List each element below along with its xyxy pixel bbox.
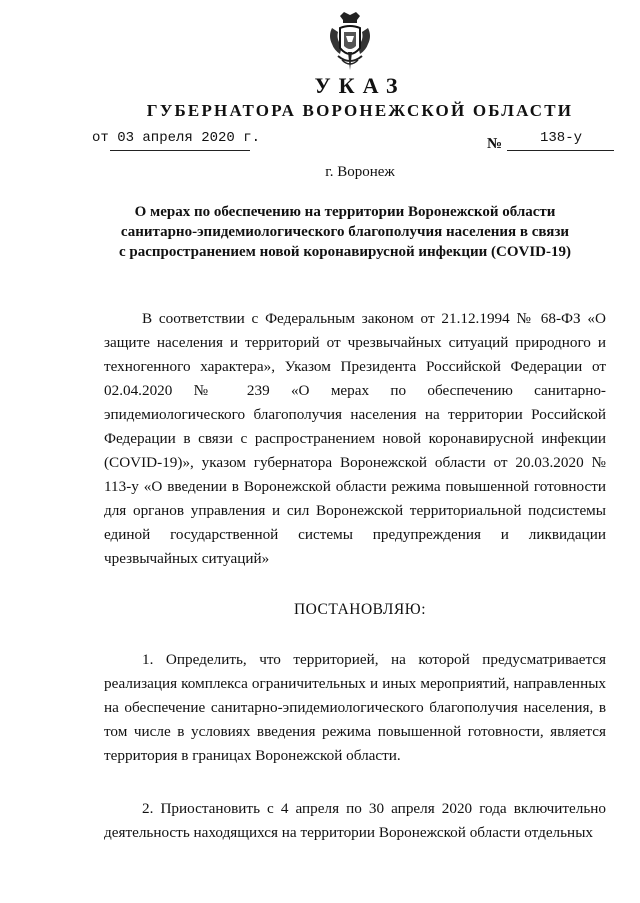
document-city: г. Воронеж	[325, 164, 395, 180]
document-subtitle: ГУБЕРНАТОРА ВОРОНЕЖСКОЙ ОБЛАСТИ	[146, 101, 574, 120]
item-2-block	[104, 797, 606, 845]
date-underline	[110, 150, 250, 151]
item-1-paragraph: 1. Определить, что территорией, на которой предусматривается реализация комплекса ограничительных и иных мероприятий, направленных на обеспечение санитарно-эпидемиологического благополучия населения, в том числе в условиях введения режима повышенной готовности, является территория в границах Воронежской области.	[104, 651, 606, 764]
coat-of-arms-icon	[326, 10, 374, 72]
document-number: 138-у	[540, 130, 583, 146]
document-heading	[110, 202, 580, 262]
document-title: УКАЗ	[314, 73, 406, 98]
heading-line-3: с распространением новой коронавирусной инфекции (COVID-19)	[119, 244, 571, 260]
number-underline	[507, 150, 614, 151]
item-2-paragraph: 2. Приостановить с 4 апреля по 30 апреля 2020 года включительно деятельность находящихся на территории Воронежской области отдельных	[104, 800, 606, 841]
preamble-block	[104, 307, 606, 571]
preamble-paragraph: В соответствии с Федеральным законом от 21.12.1994 № 68-ФЗ «О защите населения и территорий от чрезвычайных ситуаций природного и техногенного характера», Указом Президента Российской Федерации от 02.04.2020 № 239 «О мерах по обеспечению санитарно-эпидемиологического благополучия населения на территории Российской Федерации в связи с распространением новой коронавирусной инфекции (COVID-19)», указом губернатора Воронежской области от 20.03.2020 № 113-у «О введении в Воронежской области режима повышенной готовности для органов управления и сил Воронежской территориальной подсистемы единой государственной системы предупреждения и ликвидации чрезвычайных ситуаций»	[104, 310, 606, 567]
heading-line-1: О мерах по обеспечению на территории Воронежской области	[134, 204, 556, 220]
heading-line-2: санитарно-эпидемиологического благополучия населения в связи	[120, 224, 570, 240]
decree-word: ПОСТАНОВЛЯЮ:	[293, 601, 427, 618]
number-label: №	[487, 136, 503, 152]
document-date: от 03 апреля 2020 г.	[92, 130, 261, 146]
item-1-block	[104, 648, 606, 768]
